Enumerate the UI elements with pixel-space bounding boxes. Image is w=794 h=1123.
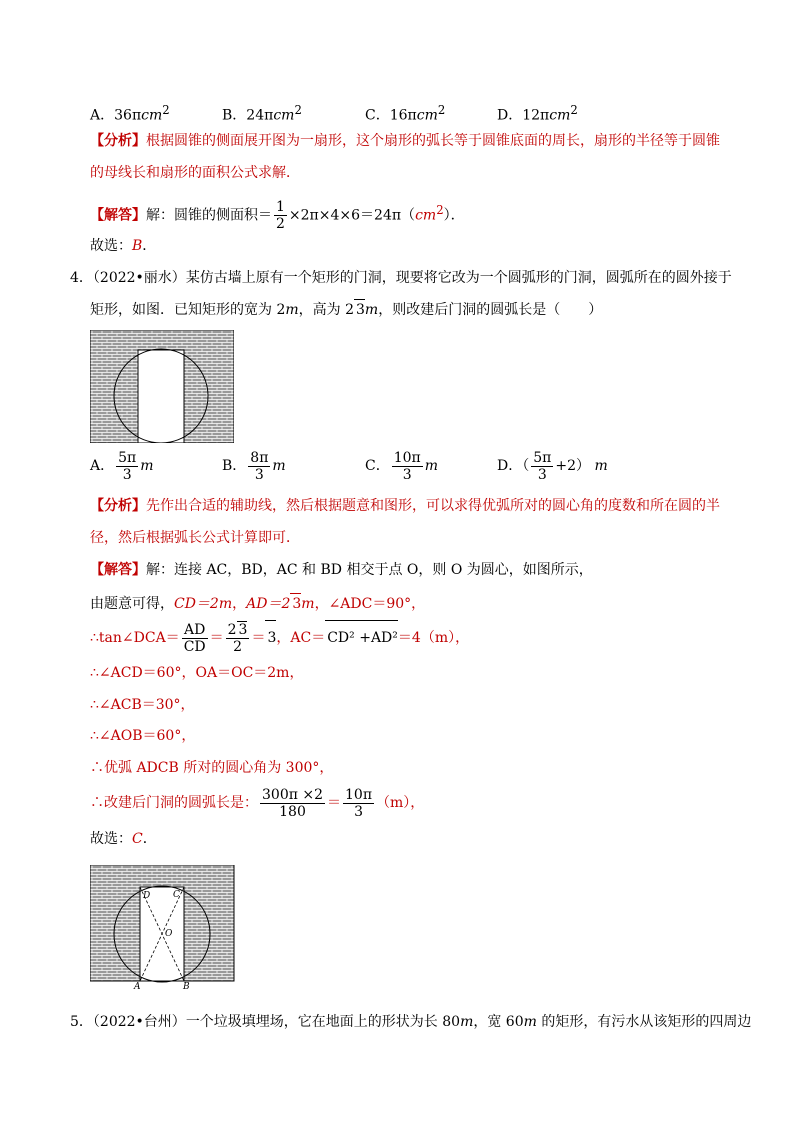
q4-solution-figure — [90, 865, 236, 991]
q4-solution-1: 【解答】解：连接 AC，BD，AC 和 BD 相交于点 O，则 O 为圆心，如图所示， — [90, 562, 593, 578]
q4-solution-5: ∴∠ACB＝30°， — [90, 697, 195, 713]
q4-choice: 故选：C． — [90, 831, 157, 847]
label-a: A — [134, 982, 141, 991]
q4-option-a: A． $\frac{5\pi}{3}$ m — [90, 449, 154, 483]
q3-option-b: B．24πcm$^2$ — [222, 103, 302, 124]
q4-stem-line2: 矩形，如图．已知矩形的宽为 2m，高为 2 3m，则改建后门洞的圆弧长是（ ） — [90, 299, 602, 320]
label-c: C — [173, 890, 180, 900]
q3-option-c: C．16πcm$^2$ — [365, 103, 446, 124]
q4-option-d: D．（ $\frac{5\pi}{3}$ +2） m — [497, 449, 608, 483]
q4-option-b: B． $\frac{8\pi}{3}$ m — [222, 449, 286, 483]
q4-solution-7: ∴优弧 ADCB 所对的圆心角为 300°， — [90, 760, 334, 776]
label-b: B — [183, 982, 190, 991]
q3-analysis-line1: 【分析】根据圆锥的侧面展开图为一扇形，这个扇形的弧长等于圆锥底面的周长，扇形的半径等于圆锥 — [90, 133, 720, 149]
label-o: O — [165, 929, 173, 939]
q4-option-c: C． $\frac{10\pi}{3}$ m — [365, 449, 439, 483]
q4-solution-4: ∴∠ACD＝60°，OA＝OC＝2m， — [90, 665, 304, 681]
q4-analysis-line2: 径，然后根据弧长公式计算即可． — [90, 530, 300, 546]
q4-solution-2: 由题意可得，CD＝2m，AD＝2 3m，∠ADC＝90°， — [90, 593, 425, 614]
q3-analysis-line2: 的母线长和扇形的面积公式求解． — [90, 165, 300, 181]
label-d: D — [143, 891, 151, 901]
q3-option-d: D．12πcm$^2$ — [497, 103, 578, 124]
q3-option-a: A．36πcm$^2$ — [90, 103, 170, 124]
q4-solution-3: ∴tan∠DCA＝ $\frac{AD}{CD}$ ＝ $\frac{2 3}{2}$ ＝ 3，AC＝ CD² +AD²＝4（m）， — [90, 621, 470, 655]
q4-stem-line1: 4．（2022•丽水）某仿古墙上原有一个矩形的门洞，现要将它改为一个圆弧形的门洞，圆弧所在的圆外接于 — [70, 270, 732, 286]
q5-stem: 5．（2022•台州）一个垃圾填埋场，它在地面上的形状为长 80m，宽 60m 的矩形，有污水从该矩形的四周边 — [70, 1014, 752, 1030]
q4-door-figure — [90, 330, 234, 443]
q3-answer: 【解答】解：圆锥的侧面积＝ $\frac{1}{2}$ $\times 2\pi\times 4\times 6=24\pi(cm^2)$． — [90, 199, 465, 233]
q3-choice: 故选：B． — [90, 238, 157, 254]
q4-solution-8: ∴改建后门洞的圆弧长是： $\frac{300\pi \times 2}{180}$ ＝ $\frac{10\pi}{3}$ （m）， — [90, 786, 425, 820]
q4-analysis-line1: 【分析】先作出合适的辅助线，然后根据题意和图形，可以求得优弧所对的圆心角的度数和所在圆的半 — [90, 498, 720, 514]
q4-solution-6: ∴∠AOB＝60°， — [90, 728, 196, 744]
